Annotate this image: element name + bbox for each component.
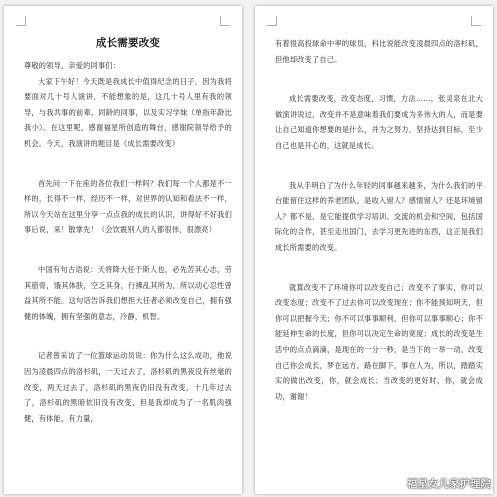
paragraph: 就算改变不了环境你可以改变自己；改变不了事实，你可以改变态度；改变不了过去你可以改变现在；你不能预知明天，但你可以把握今天；你不可以事事顺利，但你可以事事顺心；你不能延伸生命的长度，但你可以决定生命的宽度；成长的改变是生活中的点点滴滴，是现在的一分一秒，是当下的一举一动，改变自己你会成长，梦在远方，路在脚下，事在人为，所以，踏踏实实的做出改变，你，就会成长；当改变的更好时，你，就会成功，谢谢！	[275, 282, 483, 401]
wechat-icon	[385, 477, 403, 491]
margin-corner-mark	[267, 16, 277, 26]
page-content	[24, 30, 232, 476]
paragraph: 有着很高投球命中率的球员，科比说能改变凌晨四点的洛杉矶，但他却改变了自己。	[275, 39, 483, 64]
margin-corner-mark	[471, 16, 481, 26]
page-content	[275, 36, 483, 476]
paragraph: 首先问一下在座的各位我们一样吗？我们每一个人都是不一样的，长得不一样，经历不一样，对世界的认知和看法不一样，所以今天站在这里分享一点点我的成长的认识，讲得好不好我们事后说，来！散掌先！（会饮震别人的人都很伟，很漂亮）	[24, 178, 232, 235]
document-page-right	[255, 6, 493, 494]
paragraph: 成长需要改变，改变态度，习惯，方法……，张灵泉在北大做演讲说过，改变并不是意味着我们要成为多伟大的人，而是要让自己知道你想要的是什么，并为之努力，坚持达到目标，至少自己也是开心的，这就是成长。	[275, 94, 483, 150]
margin-corner-mark	[16, 16, 26, 26]
watermark	[385, 476, 491, 491]
paragraph: 中国有句古语说：天将降大任于斯人也，必先苦其心志，劳其筋骨，饿其体肤，空乏其身，行拂乱其所为，所以动心忍性曾益其所不能。这句话告诉我们想担大任者必须改变自己，拥有强健的体魄，拥有坚强的意志，冷静，机智。	[24, 264, 232, 321]
paragraph: 记者曾采访了一位篮球运动员说：你为什么这么成功，他说因为凌晨四点的洛杉矶，一天过去了，洛杉矶的黑夜没有丝毫的改变，两天过去了，洛杉矶的黑夜仍旧没有改变，十几年过去了，洛杉矶的黑暗依旧没有改变，但是我却成为了一名肌肉强健，有体能，有力量，	[24, 351, 232, 423]
greeting: 尊敬的领导，亲爱的同事们：	[24, 61, 121, 70]
document-title: 成长需要改变	[95, 37, 161, 49]
document-page-left	[4, 6, 242, 494]
watermark-text: 福星女儿家护理院	[407, 478, 491, 490]
margin-corner-mark	[220, 16, 230, 26]
paragraph: 我从手明白了为什么年轻的同事越来越多，为什么我们的平台能留住这样的养老团队，是收入留人？感情留人？还是环境留人？都不是，是它能提供学习培训、交流的机会和空间，包括国际化的合作，甚至走出国门，去学习更先进的东西，这正是我们成长所需要的改变。	[275, 180, 483, 252]
paragraph: 大家下午好！今天既是我成长中值得纪念的日子，因为我将要面对几十号人演讲，不能想象的是，这几十号人里有我的领导，与我共事的前辈、同龄的同事，以及实习学妹（单指年龄比我小）。在这里呢，感谢福星所创造的舞台，感谢院领导给予的机会。今天，我演讲的题目是《成长需要改变》	[24, 76, 232, 148]
